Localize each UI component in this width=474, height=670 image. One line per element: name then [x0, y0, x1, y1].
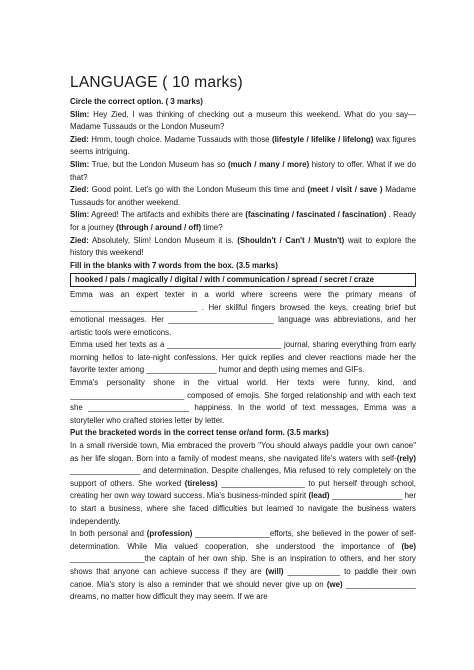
dialogue-line	[70, 134, 416, 159]
bracket-word: (rely)	[396, 453, 416, 463]
fill-paragraph[interactable]: Emma's personality shone in the virtual world. Her texts were funny, kind, and __________________________ composed of emojis. She forged relationship and with each text she _______________________ happiness. In the world of text messages, Emma was a storyteller who crafted stories letter by letter.	[70, 378, 416, 425]
dialogue-text: Hey Zied, I was thinking of checking out a museum this weekend. What do you say—Madame Tussauds or the London Museum?	[70, 109, 416, 132]
fill-heading: Fill in the blanks with 7 words from the box. (3.5 marks)	[70, 260, 278, 270]
dialogue-text: Good point. Let's go with the London Museum this time and	[88, 185, 308, 195]
paragraph-text: _________________efforts, she believed in the power of self-determination. While Mia valued cooperation, she understood the importance of	[70, 529, 417, 551]
speaker: Slim:	[70, 210, 90, 220]
fill-paragraph[interactable]: Emma used her texts as a __________________________ journal, sharing everything from early morning hellos to late-night confessions. Her quick replies and clever reactions made her the favorite texter among ________________ humor and depth using memes and GIFs.	[70, 340, 416, 375]
bracket-word: (tireless)	[184, 478, 218, 488]
bracket-word: (lead)	[308, 491, 330, 501]
dialogue-text: history to offer. What if we do that?	[70, 159, 416, 182]
speaker: Zied:	[70, 134, 89, 144]
dialogue-line	[70, 184, 416, 209]
dialogue-line	[70, 235, 416, 260]
option-group[interactable]: (much / many / more)	[227, 159, 310, 169]
dialogue-line	[70, 209, 416, 234]
speaker: Zied:	[70, 185, 89, 195]
dialogue-text: Agreed! The artifacts and exhibits there are	[89, 210, 246, 220]
dialogue-text: wax figures seems intriguing.	[70, 134, 416, 157]
speaker: Slim:	[70, 159, 90, 169]
option-group[interactable]: (through / around / off)	[116, 222, 202, 232]
speaker: Zied:	[70, 235, 89, 245]
dialogue-text: wait to explore the history this weekend!	[70, 235, 416, 258]
dialogue-text: time?	[201, 222, 223, 232]
word-box: hooked / pals / magically / digital / with / communication / spread / secret / craze	[70, 273, 416, 287]
paragraph-text: ____________ to paddle their own canoe. Mia's story is also a reminder that we should never give up on	[70, 566, 416, 589]
bracket-heading: Put the bracketed words in the correct tense or/and form. (3.5 marks)	[70, 428, 329, 438]
bracket-word: (be)	[401, 541, 416, 551]
bracket-word: (we)	[326, 579, 343, 589]
dialogue-text: Absolutely, Slim! London Museum it is.	[88, 235, 238, 245]
paragraph-text: _________________the captain of her own ship. She is an inspiration to others, and her story shows that anyone can achieve success if they are	[70, 554, 416, 576]
bracket-word: (profession)	[146, 529, 193, 539]
bracket-word: (will)	[265, 566, 284, 576]
paragraph-text: In a small riverside town, Mia embraced the proverb "You should always paddle your own canoe" as her life slogan. Born into a family of modest means, she navigated life's waters with self-	[70, 441, 416, 463]
paragraph-text: ___________________ to put herself through school, creating her own way toward success. Mia's business-minded spirit	[70, 478, 416, 501]
paragraph-text: In both personal and	[70, 529, 147, 539]
page-title: LANGUAGE ( 10 marks)	[70, 74, 243, 91]
dialogue-line	[70, 159, 416, 184]
worksheet-body	[70, 96, 416, 604]
dialogue-text: Madame Tussauds for another weekend.	[70, 185, 416, 207]
dialogue-text: . Ready for a journey	[70, 210, 416, 232]
dialogue-text: True, but the London Museum has so	[89, 159, 228, 169]
circle-heading: Circle the correct option. ( 3 marks)	[70, 97, 203, 106]
dialogue-line	[70, 109, 416, 134]
bracket-paragraph[interactable]	[70, 528, 416, 604]
option-group[interactable]: (lifestyle / lifelike / lifelong)	[271, 134, 374, 144]
fill-paragraph[interactable]: Emma was an expert texter in a world where screens were the primary means of _____________________________ . Her skillful fingers browsed the keys, creating brief but emotional messages. Her ________________________ language was abbreviations, and her artistic tools were emoticons.	[70, 289, 416, 337]
paragraph-text: ________________ and determination. Despite challenges, Mia refused to rely completely on the support of others. She worked	[70, 466, 416, 488]
option-group[interactable]: (meet / visit / save )	[307, 185, 383, 195]
option-group[interactable]: (Shouldn't / Can't / Mustn't)	[237, 235, 345, 245]
bracket-paragraph[interactable]	[70, 440, 416, 528]
option-group[interactable]: (fascinating / fascinated / fascination)	[245, 210, 387, 220]
speaker: Slim:	[70, 109, 90, 119]
dialogue-text: Hmm, tough choice. Madame Tussauds with those	[88, 134, 272, 144]
paragraph-text: ________________ her to start a business, where she faced difficulties but learned to navigate the business waters independently.	[70, 491, 416, 526]
paragraph-text: ________________ dreams, no matter how difficult they may seem. If we are	[70, 579, 416, 602]
